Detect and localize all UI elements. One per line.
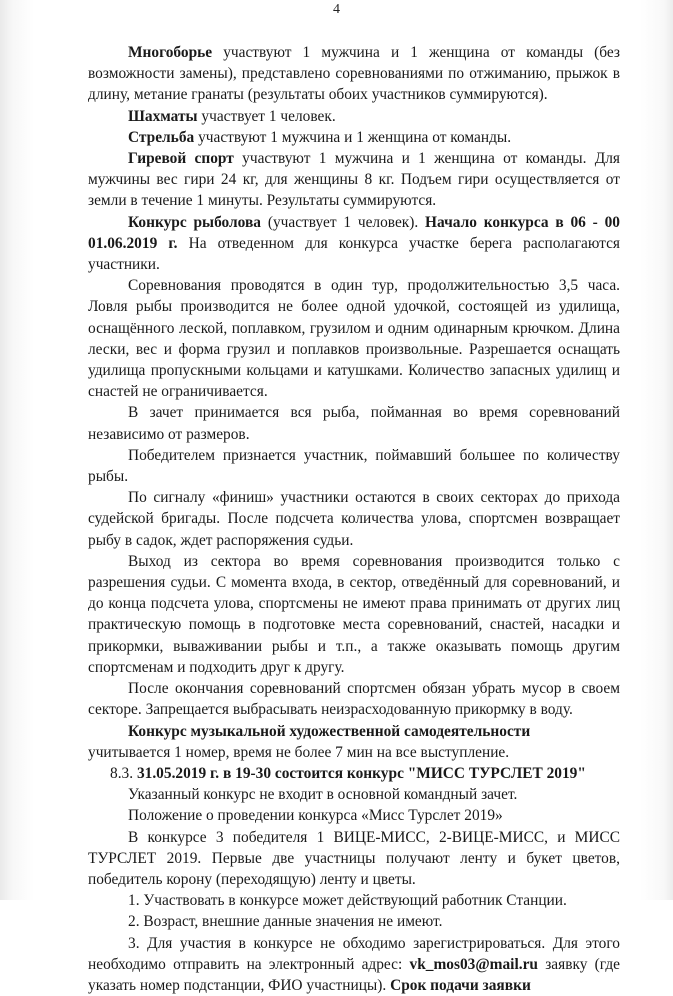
paragraph-girevoy-sport: Гиревой спорт участвуют 1 мужчина и 1 женщина от команды. Для мужчины вес гири 24 кг, для женщины 8 кг. Подъем гири осуществляется от земли в течение 1 минуты. Результаты суммируются. — [88, 150, 620, 210]
paragraph-music-contest: учитывается 1 номер, время не более 7 мин на все выступление. — [88, 743, 510, 761]
paragraph-mnogoborye: Многоборье участвуют 1 мужчина и 1 женщина от команды (без возможности замены), представлено соревнованиями по отжиманию, прыжок в длину, метание гранаты (результаты обоих участников суммируются). — [88, 44, 620, 104]
heading-girevoy-sport: Гиревой спорт — [128, 150, 234, 168]
email-address: vk_mos03@mail.ru — [409, 955, 538, 973]
paragraph-finish-signal: По сигналу «финиш» участники остаются в своих секторах до прихода судейской бригады. После подсчета количества улова, спортсмен возвращает рыбу в садок, ждет распоряжения судьи. — [88, 489, 620, 549]
paragraph-fishing-rules: Соревнования проводятся в один тур, продолжительностью 3,5 часа. Ловля рыбы производится не более одной удочкой, состоящей из удилища, оснащённого леской, поплавком, грузилом и одним одинарным крючком. Длина лески, вес и форма грузил и поплавков произвольные. Разрешается оснащать удилища пропускными кольцами и катушками. Количество запасных удилищ и снастей не ограничивается. — [88, 277, 620, 401]
deadline-label: Срок подачи заявки — [390, 976, 531, 994]
rule-item-3: 3. Для участия в конкурсе не обходимо зарегистрироваться. Для этого необходимо отправить на электронный адрес: vk_mos03@mail.ru заявку (где указать номер подстанции, ФИО участницы). Срок подачи заявки — [88, 934, 620, 994]
paragraph-shakhmaty: Шахматы участвует 1 человек. — [128, 107, 336, 125]
paragraph-miss-regulation: Положение о проведении конкурса «Мисс Турслет 2019» — [128, 807, 503, 825]
paragraph-miss-winners: В конкурсе 3 победителя 1 ВИЦЕ-МИСС, 2-ВИЦЕ-МИСС, и МИСС ТУРСЛЕТ 2019. Первые две участницы получают ленту и букет цветов, победитель корону (переходящую) ленту и цветы. — [88, 828, 620, 888]
heading-shakhmaty: Шахматы — [128, 107, 198, 125]
paragraph-konkurs-rybolova: Конкурс рыболова (участвует 1 человек). Начало конкурса в 06 - 00 01.06.2019 г. На отведенном для конкурса участке берега располагаются участники. — [88, 213, 620, 274]
paragraph-sector-exit: Выход из сектора во время соревнования производится только с разрешения судьи. С момента входа, в сектор, отведённый для соревнований, и до конца подсчета улова, спортсмены не имеют права принимать от других лиц практическую помощь в подготовке места соревнований, снастей, насадки и прикормки, вываживании рыбы и т.п., а также оказывать помощь другим спортсменам и подходить друг к другу. — [88, 552, 620, 676]
miss-contest-date: 31.05.2019 г. в 19-30 состоится конкурс "МИСС ТУРСЛЕТ 2019" — [136, 764, 586, 782]
paragraph-strelba: Стрельба участвуют 1 мужчина и 1 женщина от команды. — [128, 128, 512, 146]
rule-item-1: 1. Участвовать в конкурсе может действующий работник Станции. — [128, 892, 567, 910]
heading-strelba: Стрельба — [128, 128, 195, 146]
paragraph-miss-note: Указанный конкурс не входит в основной командный зачет. — [128, 786, 518, 804]
heading-mnogoborye: Многоборье — [128, 44, 213, 61]
paragraph-fishing-winner: Победителем признается участник, поймавший большее по количеству рыбы. — [88, 446, 620, 486]
page-number: 4 — [333, 2, 340, 17]
paragraph-miss-contest-date: 8.3. 31.05.2019 г. в 19-30 состоится конкурс "МИСС ТУРСЛЕТ 2019" — [110, 764, 586, 782]
paragraph-fishing-scoring: В зачет принимается вся рыба, пойманная во время соревнований независимо от размеров. — [88, 404, 620, 443]
paragraph-cleanup: После окончания соревнований спортсмен обязан убрать мусор в своем секторе. Запрещается выбрасывать неизрасходованную прикормку в воду. — [88, 680, 620, 719]
start-time: Начало конкурса в 06 - 00 01.06.2019 г. — [88, 213, 620, 252]
heading-music-contest: Конкурс музыкальной художественной самодеятельности — [128, 722, 531, 740]
rule-item-2: 2. Возраст, внешние данные значения не имеют. — [128, 913, 443, 931]
heading-konkurs-rybolova: Конкурс рыболова — [128, 213, 262, 231]
document-body — [88, 42, 620, 996]
